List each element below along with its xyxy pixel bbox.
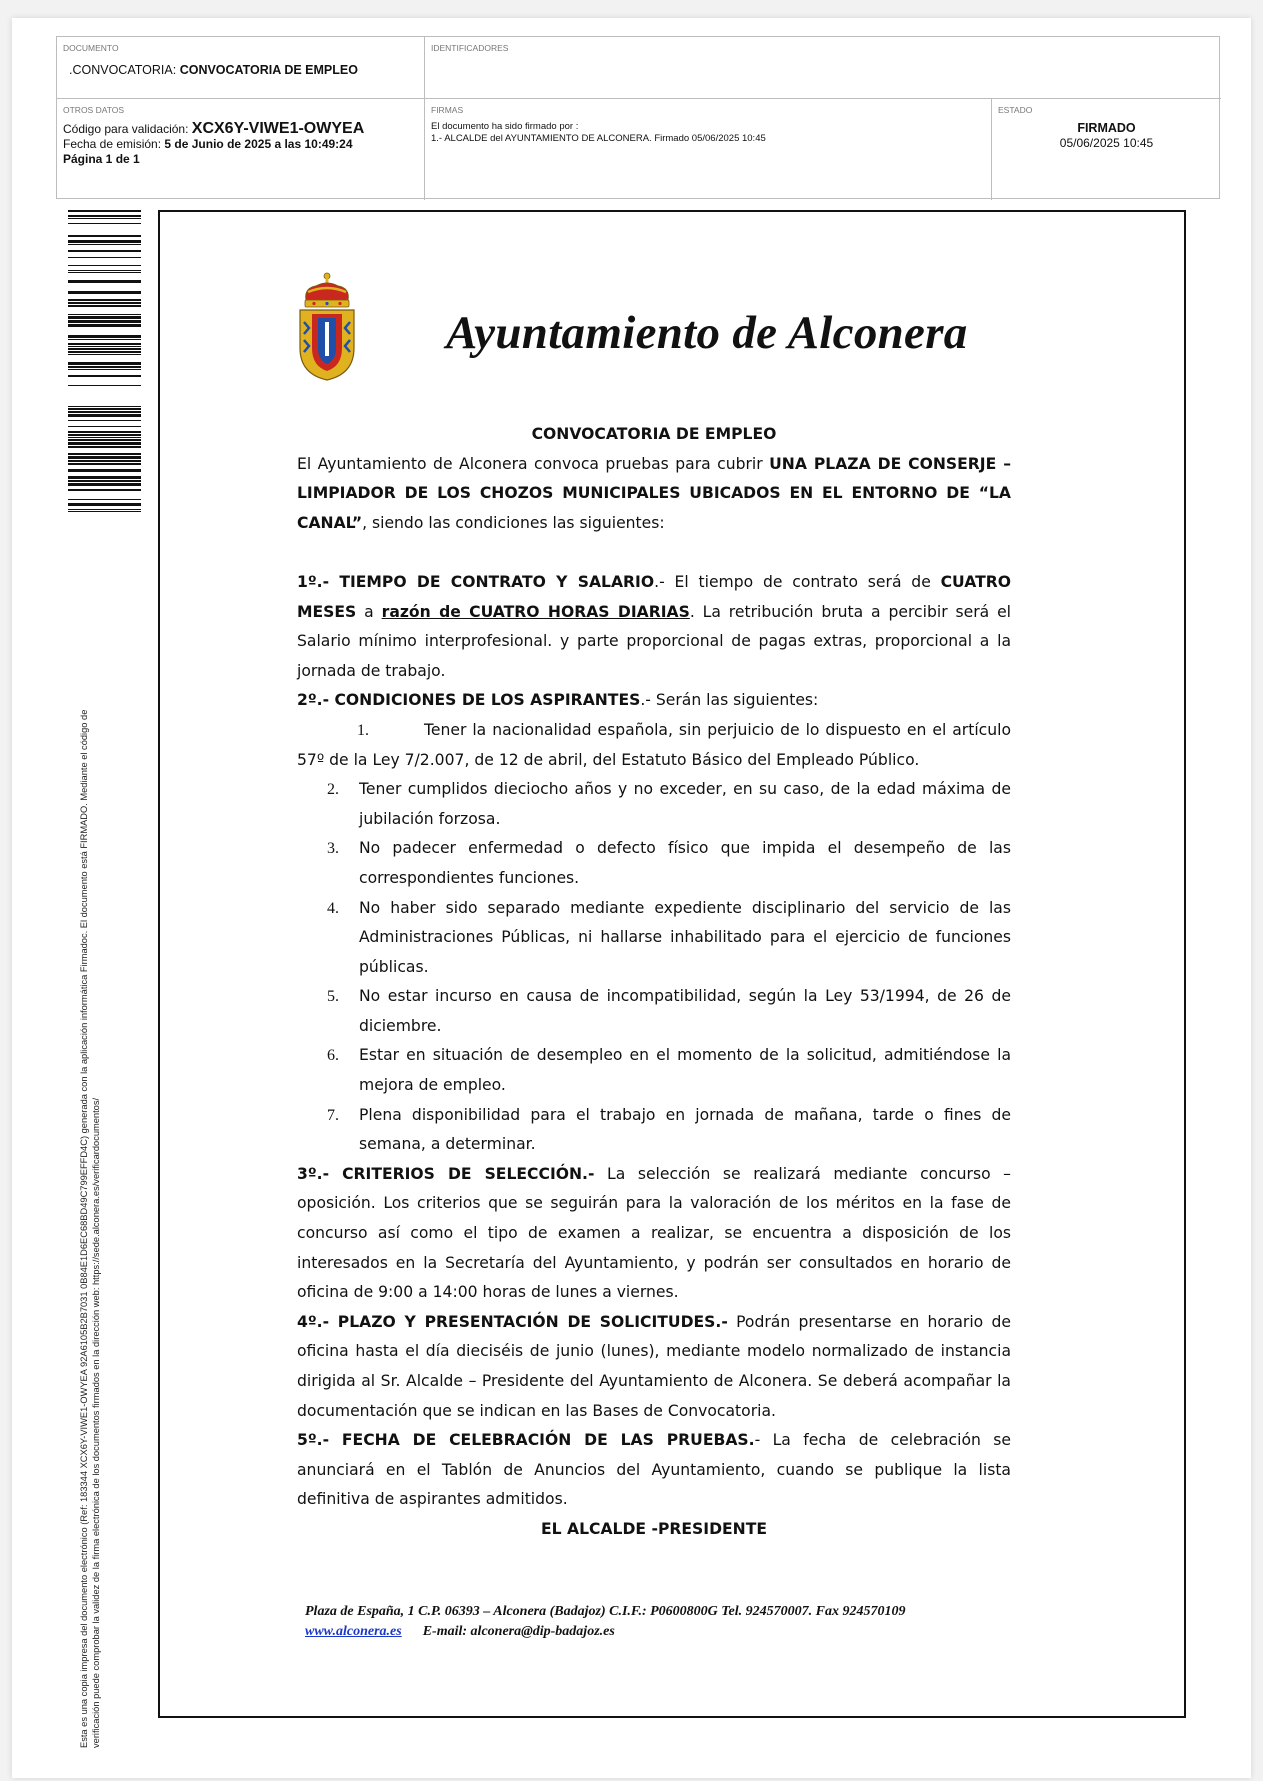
validation-code: Código para validación: XCX6Y-VIWE1-OWYEA [63, 120, 365, 137]
firmas-line-2: 1.- ALCALDE del AYUNTAMIENTO DE ALCONERA. Firmado 05/06/2025 10:45 [431, 133, 766, 144]
requirement-text: Plena disponibilidad para el trabajo en jornada de mañana, tarde o fines de semana, a determinar. [359, 1105, 1011, 1154]
otros-datos-cell [57, 99, 425, 200]
municipal-crest-icon [296, 270, 358, 382]
letter-footer [305, 1602, 1025, 1642]
barcode-icon [68, 210, 141, 512]
letter-heading: CONVOCATORIA DE EMPLEO [531, 425, 777, 443]
intro-paragraph: El Ayuntamiento de Alconera convoca pruebas para cubrir UNA PLAZA DE CONSERJE – LIMPIADOR DE LOS CHOZOS MUNICIPALES UBICADOS EN EL ENTORNO DE “LA CANAL”, siendo las condiciones las siguientes: [297, 454, 1011, 532]
firmas-label: FIRMAS [431, 105, 464, 115]
requirements-list [297, 775, 1011, 1160]
footer-address: Plaza de España, 1 C.P. 06393 – Alconera (Badajoz) C.I.F.: P0600800G Tel. 924570007. Fax 924570109 [305, 1604, 906, 1619]
identificadores-cell [425, 37, 1221, 99]
requirement-text: Estar en situación de desempleo en el momento de la solicitud, admitiéndose la mejora de empleo. [359, 1046, 1011, 1095]
signature-line: EL ALCALDE -PRESIDENTE [540, 1519, 768, 1538]
verification-side-text: Esta es una copia impresa del documento electrónico (Ref: 183344 XCX6Y-VIWE1-OWYEA 92A6105B2B7031 0B84E1D6EC68BD49C799EFFD4C) generada con la aplicación informática Firmadoc. El documento está FIRMADO. Mediante el código de verificación puede comprobar la validez de la firma electrónica de los documentos firmados en la dirección web: https://sede.alconera.es/verificardocumentos/ [79, 709, 101, 1748]
otros-datos-label: OTROS DATOS [63, 105, 125, 115]
requirement-item [297, 1101, 1011, 1160]
estado-date: 05/06/2025 10:45 [1059, 136, 1154, 150]
firmas-cell [425, 99, 992, 200]
requirement-item [297, 982, 1011, 1041]
identificadores-label: IDENTIFICADORES [431, 43, 509, 53]
requirement-number: 5. [327, 988, 339, 1006]
section-5: 5º.- FECHA DE CELEBRACIÓN DE LAS PRUEBAS.- La fecha de celebración se anunciará en el Tablón de Anuncios del Ayuntamiento, cuando se publique la lista definitiva de aspirantes admitidos. [297, 1431, 1012, 1509]
documento-label: DOCUMENTO [63, 43, 119, 53]
requirement-text: No estar incurso en causa de incompatibilidad, según la Ley 53/1994, de 26 de diciembre. [359, 987, 1011, 1035]
firmas-line-1: El documento ha sido firmado por : [431, 121, 579, 132]
requirement-number: 3. [327, 840, 339, 858]
page-count: Página 1 de 1 [63, 152, 140, 166]
section-3: 3º.- CRITERIOS DE SELECCIÓN.- La selección se realizará mediante concurso – oposición. Los criterios que se seguirán para la valoración de los méritos en la fase de concurso así como el tipo de examen a realizar, se encuentra a disposición de los interesados en la Secretaría del Ayuntamiento, y podrán ser consultados en horario de oficina de 9:00 a 14:00 horas de lunes a viernes. [297, 1164, 1011, 1302]
section-2: 2º.- CONDICIONES DE LOS ASPIRANTES.- Serán las siguientes: [297, 691, 819, 710]
letter-body [297, 420, 1011, 1545]
requirement-item [297, 894, 1011, 983]
footer-email: E-mail: alconera@dip-badajoz.es [422, 1624, 615, 1639]
section-4: 4º.- PLAZO Y PRESENTACIÓN DE SOLICITUDES.- Podrán presentarse en horario de oficina hasta el día dieciséis de junio (lunes), mediante modelo normalizado de instancia dirigida al Sr. Alcalde – Presidente del Ayuntamiento de Alconera. Se deberá acompañar la documentación que se indican en las Bases de Convocatoria. [297, 1312, 1011, 1420]
signature-header-table [56, 36, 1220, 199]
requirement-number: 6. [327, 1047, 339, 1065]
website-link[interactable]: www.alconera.es [305, 1624, 402, 1639]
estado-label: ESTADO [998, 105, 1033, 115]
requirement-number: 2. [327, 781, 339, 799]
requirement-number: 4. [327, 899, 339, 917]
requirement-text: No padecer enfermedad o defecto físico que impida el desempeño de las correspondientes funciones. [359, 839, 1011, 887]
documento-cell [57, 37, 425, 99]
requirement-text: Tener cumplidos dieciocho años y no exceder, en su caso, de la edad máxima de jubilación forzosa. [359, 780, 1011, 828]
documento-value: .CONVOCATORIA: CONVOCATORIA DE EMPLEO [69, 63, 358, 77]
requirement-text: No haber sido separado mediante expediente disciplinario del servicio de las Administraciones Públicas, ni hallarse inhabilitado para el ejercicio de funciones públicas. [359, 898, 1011, 976]
estado-cell [992, 99, 1221, 200]
issue-date: Fecha de emisión: 5 de Junio de 2025 a las 10:49:24 [63, 137, 353, 151]
requirement-item [297, 834, 1011, 893]
letterhead-title: Ayuntamiento de Alconera [446, 307, 968, 359]
requirement-item [297, 1041, 1011, 1100]
estado-value: FIRMADO [1077, 121, 1136, 135]
section-1: 1º.- TIEMPO DE CONTRATO Y SALARIO.- El tiempo de contrato será de CUATRO MESES a razón de CUATRO HORAS DIARIAS. La retribución bruta a percibir será el Salario mínimo interprofesional. y parte proporcional de pagas extras, proporcional a la jornada de trabajo. [297, 572, 1011, 680]
requirement-item [297, 775, 1011, 834]
requirement-number: 7. [327, 1106, 339, 1124]
requirement-1: 1. Tener la nacionalidad española, sin perjuicio de lo dispuesto en el artículo 57º de la Ley 7/2.007, de 12 de abril, del Estatuto Básico del Empleado Público. [297, 720, 1011, 769]
